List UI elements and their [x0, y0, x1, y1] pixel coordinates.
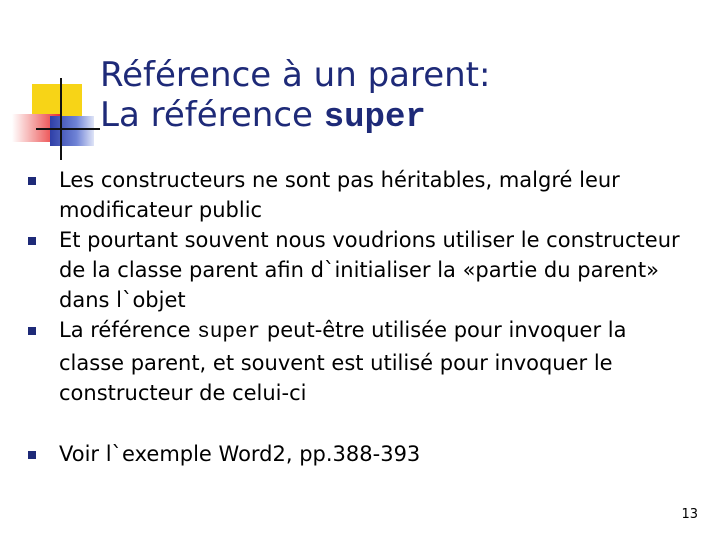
- bullet-text: Les constructeurs ne sont pas héritables, malgré leur modificateur public: [59, 168, 620, 222]
- logo-vertical-line: [60, 78, 62, 160]
- bullet-square-icon: [28, 327, 36, 335]
- bullet-text-before: La référence: [59, 318, 198, 342]
- slide-logo: [0, 0, 110, 170]
- logo-blue-square: [50, 116, 94, 146]
- bullet-item: [28, 225, 698, 315]
- bullet-text: Voir l`exemple Word2, pp.388-393: [59, 442, 421, 466]
- slide-title: [100, 55, 490, 138]
- title-line-1: Référence à un parent:: [100, 55, 491, 95]
- page-number: 13: [681, 507, 698, 522]
- bullet-code-super: super: [197, 321, 261, 344]
- bullet-list: [28, 165, 698, 469]
- bullet-square-icon: [28, 451, 36, 459]
- bullet-square-icon: [28, 177, 36, 185]
- title-line-2: La référence: [100, 95, 324, 135]
- bullet-item: [28, 315, 698, 408]
- bullet-text-after: peut-être utilisée pour invoquer la classe parent, et souvent est utilisé pour invoquer le constructeur de celui-ci: [59, 318, 627, 405]
- bullet-square-icon: [28, 237, 36, 245]
- logo-horizontal-line: [36, 128, 100, 130]
- bullet-text: Et pourtant souvent nous voudrions utiliser le constructeur de la classe parent afin d`initialiser la «partie du parent» dans l`objet: [59, 228, 680, 312]
- title-code-super: super: [323, 99, 426, 137]
- bullet-item: [28, 439, 698, 469]
- bullet-item: [28, 165, 698, 225]
